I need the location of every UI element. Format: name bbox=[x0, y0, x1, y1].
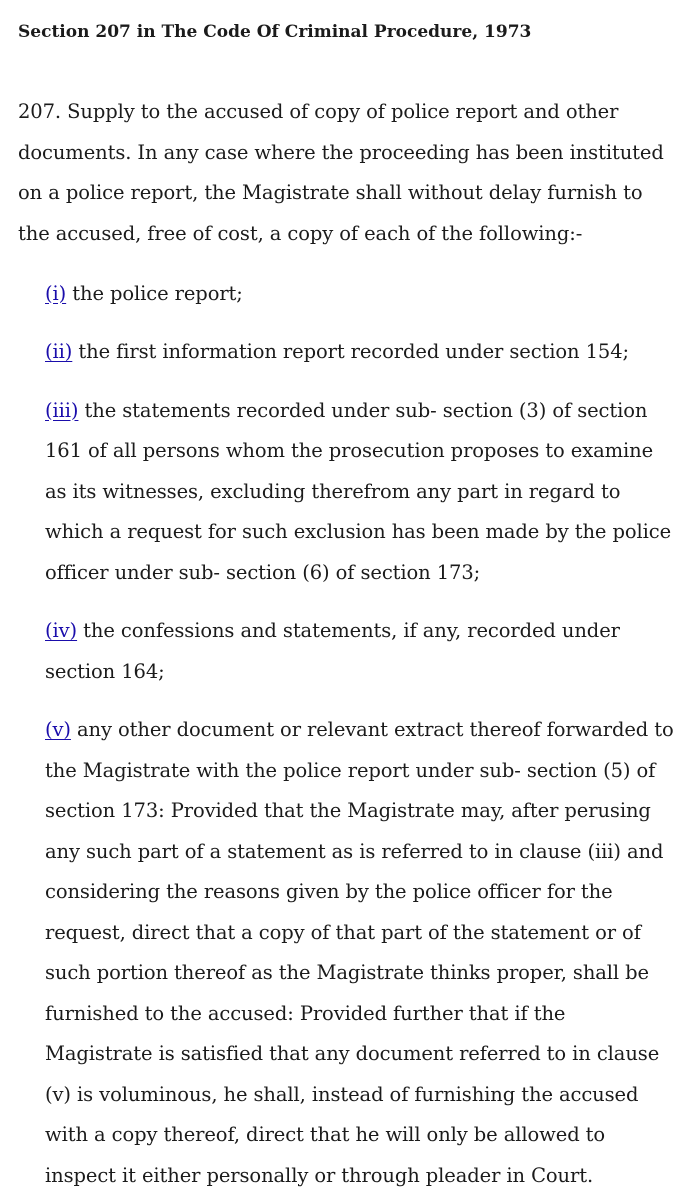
clause-list bbox=[18, 274, 678, 1197]
clause-item bbox=[45, 611, 678, 692]
clause-link-i[interactable]: (i) bbox=[45, 281, 67, 305]
clause-link-v[interactable]: (v) bbox=[45, 718, 71, 741]
clause-item bbox=[45, 710, 678, 1196]
clause-item bbox=[45, 391, 678, 594]
clause-text: the police report; bbox=[66, 281, 243, 305]
clause-text: the confessions and statements, if any, recorded under section 164; bbox=[45, 619, 620, 683]
clause-item bbox=[45, 332, 678, 373]
clause-text: the statements recorded under sub- section (3) of section 161 of all persons whom the prosecution proposes to examine as its witnesses, excluding therefrom any part in regard to which a request for such exclusion has been made by the police officer under sub- section (6) of section 173; bbox=[45, 398, 672, 584]
clause-item bbox=[45, 274, 678, 315]
clause-link-ii[interactable]: (ii) bbox=[45, 340, 73, 363]
clause-link-iv[interactable]: (iv) bbox=[45, 619, 78, 642]
clause-text: the first information report recorded under section 154; bbox=[72, 340, 629, 363]
clause-text: any other document or relevant extract thereof forwarded to the Magistrate with the police report under sub- section (5) of section 173: Provided that the Magistrate may, after perusing any such part of a statement as is referred to in clause (iii) and considering the reasons given by the police officer for the request, direct that a copy of that part of the statement or of such portion thereof as the Magistrate thinks proper, shall be furnished to the accused: Provided further that if the Magistrate is satisfied that any document referred to in clause (v) is voluminous, he shall, instead of furnishing the accused with a copy thereof, direct that he will only be allowed to inspect it either personally or through pleader in Court. bbox=[45, 718, 674, 1187]
section-intro: 207. Supply to the accused of copy of police report and other documents. In any case where the proceeding has been instituted on a police report, the Magistrate shall without delay furnish to the accused, free of cost, a copy of each of the following:- bbox=[18, 100, 664, 245]
section-heading: Section 207 in The Code Of Criminal Procedure, 1973 bbox=[18, 22, 532, 42]
clause-link-iii[interactable]: (iii) bbox=[45, 398, 79, 422]
